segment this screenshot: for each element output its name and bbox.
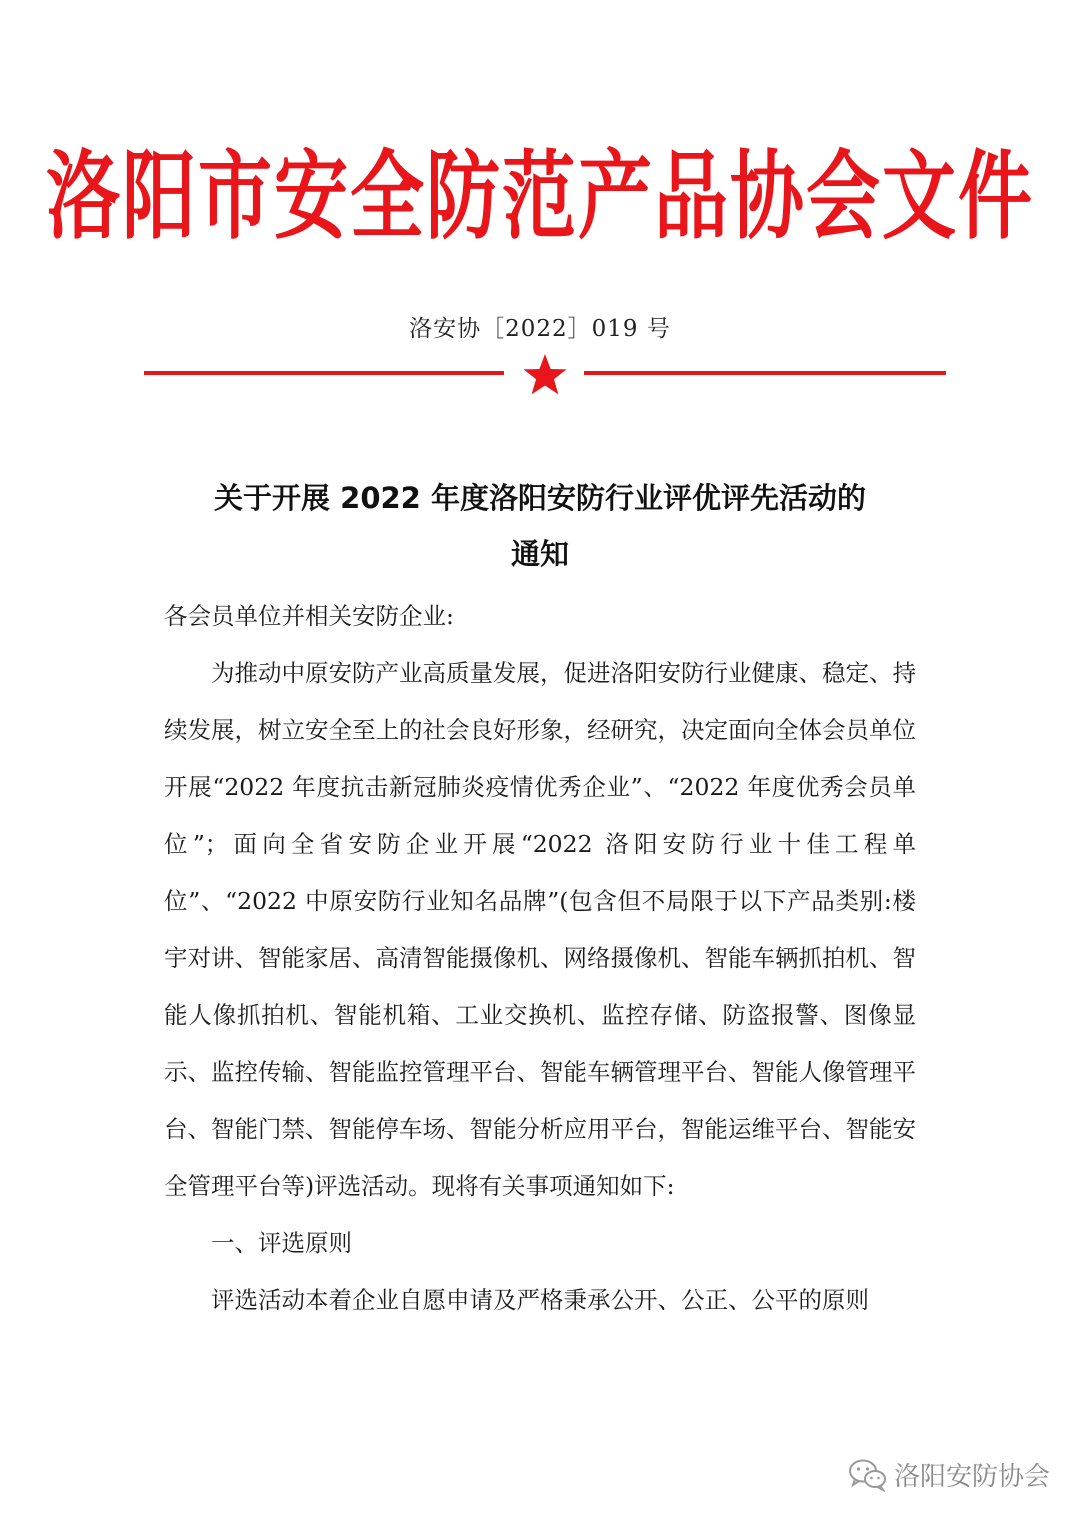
notice-body: [164, 588, 916, 1329]
wechat-icon: [848, 1458, 888, 1492]
wechat-watermark: [848, 1456, 1050, 1493]
notice-title-line2: 通知: [510, 537, 569, 571]
paragraph-intro: 为推动中原安防产业高质量发展，促进洛阳安防行业健康、稳定、持续发展，树立安全至上的社会良好形象，经研究，决定面向全体会员单位开展“2022 年度抗击新冠肺炎疫情优秀企业”、“2022 年度优秀会员单位”；面向全省安防企业开展“2022 洛阳安防行业十佳工程单位”、“2022 中原安防行业知名品牌”(包含但不局限于以下产品类别:楼宇对讲、智能家居、高清智能摄像机、网络摄像机、智能车辆抓拍机、智能人像抓拍机、智能机箱、工业交换机、监控存储、防盗报警、图像显示、监控传输、智能监控管理平台、智能车辆管理平台、智能人像管理平台、智能门禁、智能停车场、智能分析应用平台，智能运维平台、智能安全管理平台等)评选活动。现将有关事项通知如下:: [164, 659, 916, 1200]
section-heading-principles: 一、评选原则: [211, 1229, 352, 1257]
paragraph-principles: 评选活动本着企业自愿申请及严格秉承公开、公正、公平的原则: [211, 1286, 869, 1314]
org-document-title: 洛阳市安全防范产品协会文件: [46, 141, 1034, 254]
red-divider: [144, 358, 946, 398]
watermark-text: 洛阳安防协会: [893, 1462, 1050, 1492]
divider-line-left: [144, 371, 504, 375]
star-icon: [522, 352, 568, 396]
salutation: 各会员单位并相关安防企业:: [164, 602, 454, 630]
document-number: 洛安协［2022］019 号: [409, 316, 671, 342]
notice-title: [140, 470, 940, 582]
divider-line-right: [584, 371, 946, 375]
notice-title-line1: 关于开展 2022 年度洛阳安防行业评优评先活动的: [214, 481, 866, 515]
